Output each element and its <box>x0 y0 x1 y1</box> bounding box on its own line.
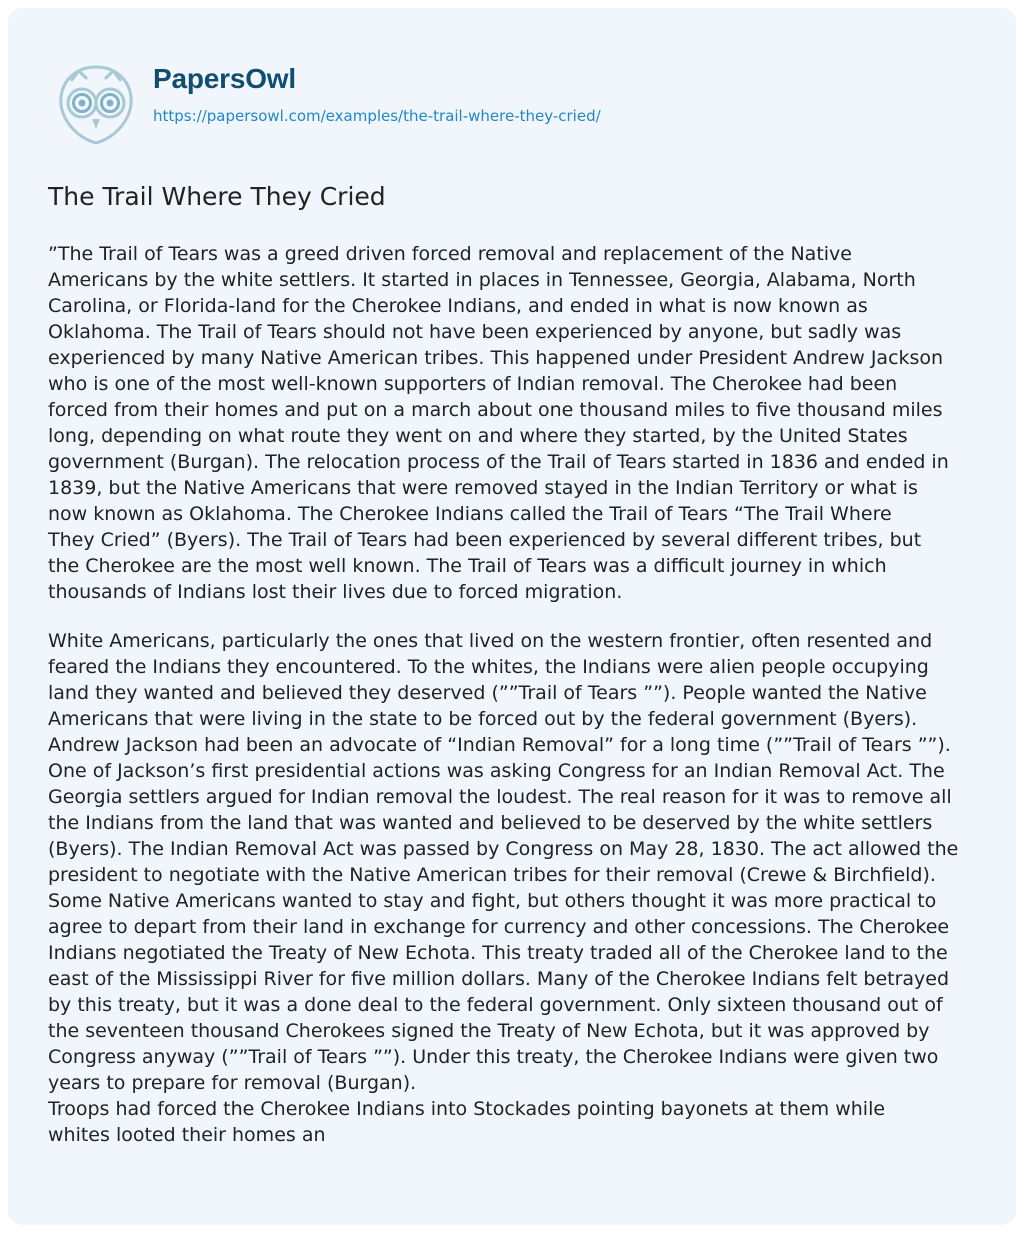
text-line: the Cherokee are the most well known. The Trail of Tears was a difficult journey in which <box>48 555 887 577</box>
text-line: Carolina, or Florida-land for the Cherokee Indians, and ended in what is now known as <box>48 295 868 317</box>
text-line: Congress anyway (””Trail of Tears ””). Under this treaty, the Cherokee Indians were given two <box>48 1046 939 1068</box>
text-line: feared the Indians they encountered. To the whites, the Indians were alien people occupying <box>48 656 929 678</box>
text-line: One of Jackson’s first presidential actions was asking Congress for an Indian Removal Act. The <box>48 760 945 782</box>
page-title: The Trail Where They Cried <box>48 182 386 211</box>
text-line: Georgia settlers argued for Indian removal the loudest. The real reason for it was to remove all <box>48 786 952 808</box>
text-line: government (Burgan). The relocation process of the Trail of Tears started in 1836 and ended in <box>48 451 949 473</box>
text-line: experienced by many Native American tribes. This happened under President Andrew Jackson <box>48 347 944 369</box>
text-line: the seventeen thousand Cherokees signed the Treaty of New Echota, but it was approved by <box>48 1020 930 1042</box>
text-line: Andrew Jackson had been an advocate of “Indian Removal” for a long time (””Trail of Tears ””). <box>48 734 951 756</box>
text-line: Some Native Americans wanted to stay and fight, but others thought it was more practical to <box>48 890 937 912</box>
text-line: long, depending on what route they went on and where they started, by the United States <box>48 425 908 447</box>
essay-card <box>8 8 1016 1225</box>
text-line: Troops had forced the Cherokee Indians into Stockades pointing bayonets at them while <box>48 1098 886 1120</box>
text-line: now known as Oklahoma. The Cherokee Indians called the Trail of Tears “The Trail Where <box>48 503 892 525</box>
owl-logo-icon[interactable] <box>53 61 139 147</box>
source-url-link[interactable]: https://papersowl.com/examples/the-trail-where-they-cried/ <box>153 107 601 125</box>
text-line: thousands of Indians lost their lives due to forced migration. <box>48 581 623 603</box>
text-line: by this treaty, but it was a done deal to the federal government. Only sixteen thousand out of <box>48 994 943 1016</box>
text-line: Indians negotiated the Treaty of New Echota. This treaty traded all of the Cherokee land to the <box>48 942 948 964</box>
text-line: (Byers). The Indian Removal Act was passed by Congress on May 28, 1830. The act allowed the <box>48 838 959 860</box>
text-line: They Cried” (Byers). The Trail of Tears had been experienced by several different tribes, but <box>48 529 922 551</box>
text-line: president to negotiate with the Native American tribes for their removal (Crewe & Birchfield). <box>48 864 936 886</box>
text-line: White Americans, particularly the ones that lived on the western frontier, often resented and <box>48 630 933 652</box>
text-line: who is one of the most well-known supporters of Indian removal. The Cherokee had been <box>48 373 898 395</box>
text-line: whites looted their homes an <box>48 1124 326 1146</box>
text-line: Americans by the white settlers. It started in places in Tennessee, Georgia, Alabama, North <box>48 269 916 291</box>
text-line: land they wanted and believed they deserved (””Trail of Tears ””). People wanted the Native <box>48 682 927 704</box>
paragraph-3 <box>48 1096 988 1148</box>
paragraph-gap <box>48 605 988 628</box>
text-line: years to prepare for removal (Burgan). <box>48 1072 417 1094</box>
text-line: agree to depart from their land in exchange for currency and other concessions. The Cherokee <box>48 916 950 938</box>
paragraph-1 <box>48 241 988 605</box>
text-line: Oklahoma. The Trail of Tears should not have been experienced by anyone, but sadly was <box>48 321 902 343</box>
text-line: ”The Trail of Tears was a greed driven forced removal and replacement of the Native <box>48 243 852 265</box>
text-line: forced from their homes and put on a march about one thousand miles to five thousand miles <box>48 399 943 421</box>
text-line: the Indians from the land that was wanted and believed to be deserved by the white settlers <box>48 812 933 834</box>
text-line: Americans that were living in the state to be forced out by the federal government (Byers). <box>48 708 918 730</box>
paragraph-2 <box>48 628 988 1096</box>
brand-name[interactable]: PapersOwl <box>153 63 296 94</box>
text-line: 1839, but the Native Americans that were removed stayed in the Indian Territory or what is <box>48 477 918 499</box>
site-header <box>53 61 953 151</box>
essay-body <box>48 241 988 1148</box>
text-line: east of the Mississippi River for five million dollars. Many of the Cherokee Indians felt betrayed <box>48 968 950 990</box>
